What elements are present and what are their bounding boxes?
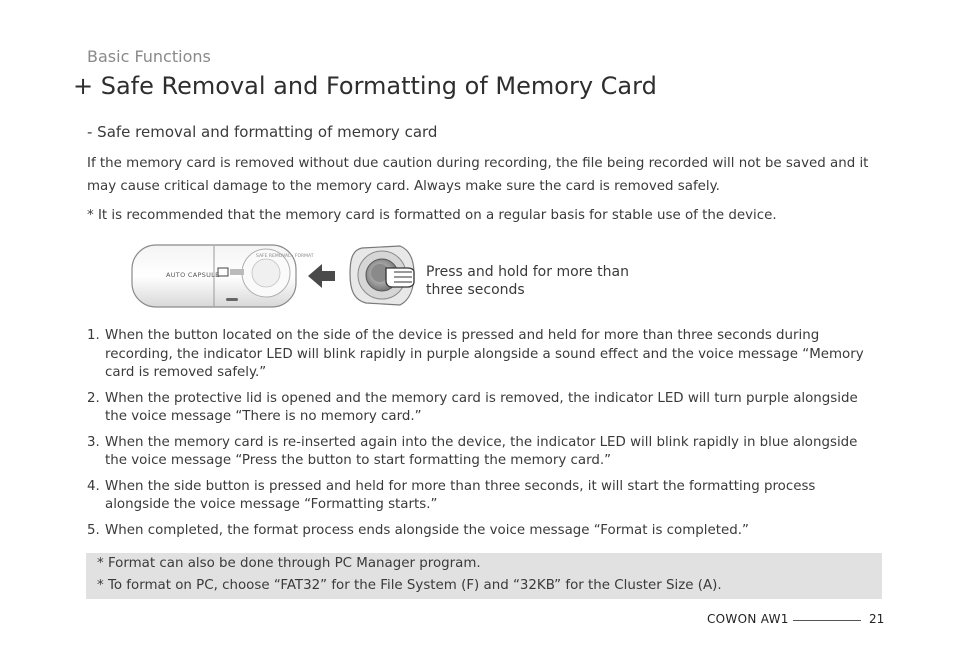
list-item bbox=[87, 327, 877, 383]
footer-brand: COWON AW1 bbox=[707, 612, 789, 626]
device-label: AUTO CAPSULE bbox=[166, 271, 220, 279]
list-item bbox=[87, 434, 877, 471]
steps-list bbox=[87, 327, 877, 547]
step-number: 5. bbox=[87, 522, 100, 538]
step-number: 3. bbox=[87, 434, 100, 450]
step-text: When completed, the format process ends alongside the voice message “Format is completed.” bbox=[105, 522, 749, 538]
step-text: When the memory card is re-inserted again into the device, the indicator LED will blink rapidly in blue alongside the voice message “Press the button to start formatting the memory card.” bbox=[105, 434, 858, 468]
page-number: 21 bbox=[869, 612, 885, 626]
step-number: 1. bbox=[87, 328, 100, 343]
section-label: Basic Functions bbox=[87, 47, 211, 66]
list-item bbox=[87, 478, 877, 515]
step-number: 4. bbox=[87, 478, 100, 494]
press-caption-line1: Press and hold for more than bbox=[426, 264, 629, 280]
lens-ring-text: SAFE REMOVAL · FORMAT bbox=[256, 254, 314, 259]
list-item bbox=[87, 390, 877, 427]
dashcam-body bbox=[132, 245, 314, 307]
step-number: 2. bbox=[87, 390, 100, 406]
intro-paragraph: If the memory card is removed without due caution during recording, the file being recorded will not be saved and it may cause critical damage to the memory card. Always make sure the card is removed safely. bbox=[87, 156, 869, 194]
step-text: When the protective lid is opened and the memory card is removed, the indicator LED will turn purple alongside the voice message “There is no memory card.” bbox=[105, 390, 858, 424]
list-item bbox=[87, 522, 877, 541]
page-title: + Safe Removal and Formatting of Memory Card bbox=[73, 72, 657, 100]
step-text: When the side button is pressed and held for more than three seconds, it will start the formatting process alongside the voice message “Formatting starts.” bbox=[105, 478, 816, 512]
pc-format-note: * To format on PC, choose “FAT32” for the File System (F) and “32KB” for the Cluster Size (A). bbox=[97, 578, 722, 593]
finger-press-icon bbox=[386, 268, 414, 287]
press-caption-line2: three seconds bbox=[426, 282, 525, 298]
press-caption bbox=[426, 263, 666, 299]
subtitle: - Safe removal and formatting of memory card bbox=[87, 123, 438, 141]
recommendation-note: * It is recommended that the memory card is formatted on a regular basis for stable use of the device. bbox=[87, 208, 777, 223]
arrow-left-icon bbox=[308, 264, 335, 288]
step-text: When the button located on the side of the device is pressed and held for more than three seconds during recording, the indicator LED will blink rapidly in purple alongside a sound effect and the voice message “Memory card is removed safely.” bbox=[105, 328, 864, 380]
footer-divider bbox=[793, 620, 861, 621]
pc-manager-note: * Format can also be done through PC Manager program. bbox=[97, 556, 481, 571]
